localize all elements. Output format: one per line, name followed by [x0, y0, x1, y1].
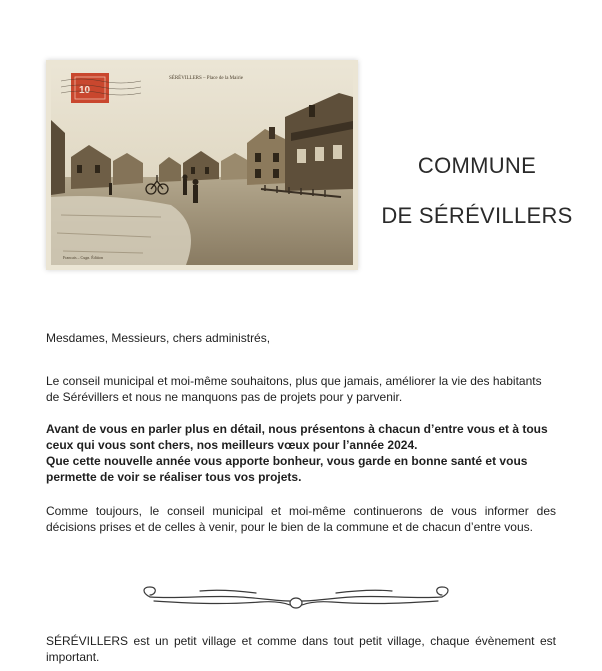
letter-paragraph-4: Comme toujours, le conseil municipal et moi-même continuerons de vous informer des décisions prises et de celles à venir, pour le bien de la commune et de chacun d’entre vous.: [46, 504, 556, 534]
letter-paragraph-2: Avant de vous en parler plus en détail, nous présentons à chacun d’entre vous et à tous ceux qui vous sont chers, nos meilleurs vœux pour l’année 2024.: [46, 422, 548, 452]
letter-greeting: Mesdames, Messieurs, chers administrés,: [46, 331, 271, 345]
stamp-value: 10: [79, 85, 91, 96]
village-square-illustration: [51, 65, 353, 265]
commune-title-line2: DE SÉRÉVILLERS: [381, 203, 573, 228]
letter-paragraph-3: Que cette nouvelle année vous apporte bonheur, vous garde en bonne santé et vous permette de voir se réaliser tous vos projets.: [46, 454, 528, 484]
commune-title-line1: COMMUNE: [417, 153, 537, 178]
postcard-caption: SÉRÉVILLERS – Place de la Mairie: [169, 76, 244, 81]
village-paragraph: SÉRÉVILLERS est un petit village et comme dans tout petit village, chaque évènement est important.: [46, 634, 556, 664]
ornamental-divider: [140, 585, 452, 617]
postcard-publisher: Francais – Cugn. Édition: [63, 255, 103, 260]
postcard-photo: [46, 60, 358, 270]
letter-paragraph-1: Le conseil municipal et moi-même souhaitons, plus que jamais, améliorer la vie des habitants de Sérévillers et nous ne manquons pas de projets pour y parvenir.: [46, 374, 542, 404]
